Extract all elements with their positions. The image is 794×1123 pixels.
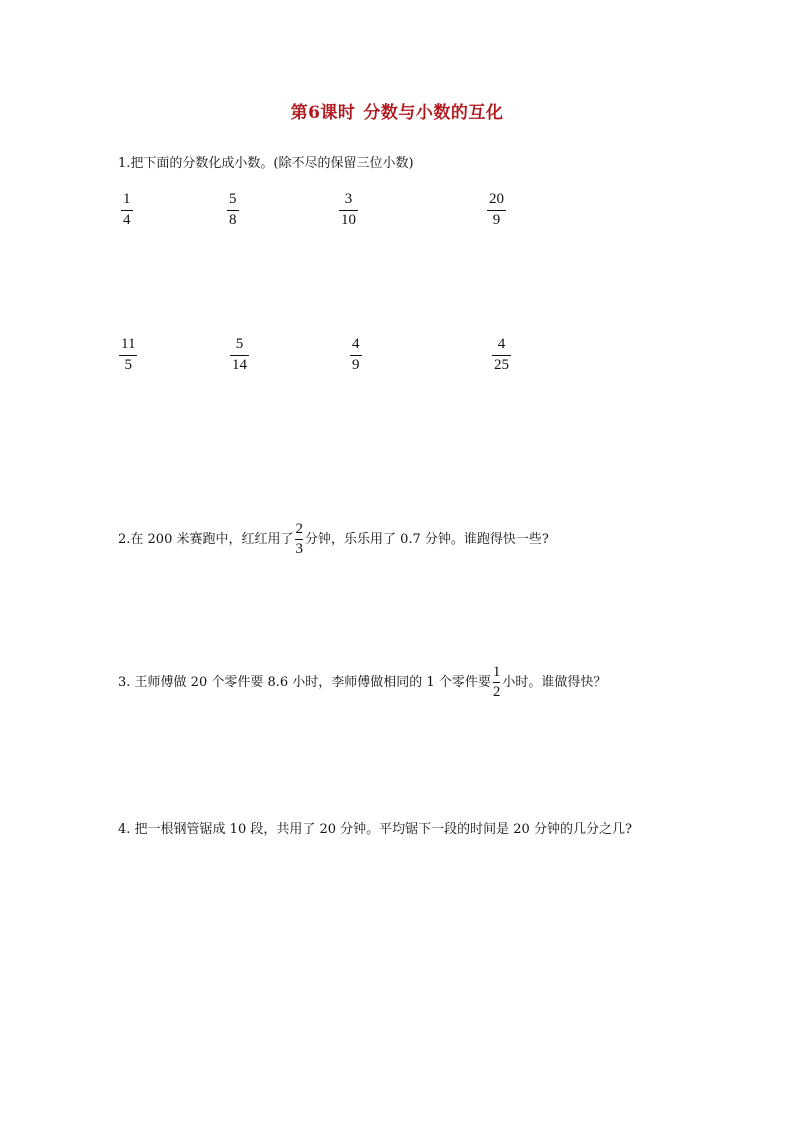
fraction-1-1 bbox=[121, 191, 133, 229]
worksheet-title bbox=[0, 98, 794, 123]
fraction-bar bbox=[230, 355, 249, 356]
numerator: 11 bbox=[121, 336, 136, 352]
fraction-bar bbox=[350, 355, 362, 356]
fraction-bar bbox=[295, 539, 303, 540]
question-2-text bbox=[118, 522, 549, 557]
fraction-bar bbox=[493, 682, 501, 683]
numerator: 5 bbox=[235, 336, 244, 352]
numerator: 20 bbox=[489, 191, 504, 207]
denominator: 8 bbox=[229, 212, 237, 228]
numerator: 4 bbox=[352, 336, 360, 352]
denominator: 9 bbox=[352, 357, 360, 373]
numerator: 5 bbox=[229, 191, 237, 207]
numerator: 4 bbox=[497, 336, 506, 352]
question-3-text bbox=[118, 665, 606, 700]
question-1-text: 1.把下面的分数化成小数。(除不尽的保留三位小数) bbox=[118, 156, 414, 171]
fraction-bar bbox=[487, 210, 506, 211]
fraction-1-4 bbox=[487, 191, 506, 229]
numerator: 1 bbox=[492, 664, 501, 680]
numerator: 2 bbox=[295, 521, 303, 537]
denominator: 14 bbox=[232, 357, 247, 373]
denominator: 4 bbox=[123, 212, 131, 228]
question-4-text: 4. 把一根钢管锯成 10 段，共用了 20 分钟。平均锯下一段的时间是 20 分钟的几分之几? bbox=[118, 822, 632, 837]
fraction-1-2 bbox=[227, 191, 239, 229]
fraction-2-4 bbox=[492, 336, 511, 374]
question-2-after: 分钟，乐乐用了 0.7 分钟。谁跑得快一些? bbox=[304, 532, 549, 547]
fraction-2-2 bbox=[230, 336, 249, 374]
lesson-topic: 分数与小数的互化 bbox=[363, 103, 504, 123]
question-2-fraction bbox=[295, 522, 303, 557]
fraction-bar bbox=[339, 210, 358, 211]
question-3-after: 小时。谁做得快？ bbox=[502, 675, 607, 690]
fraction-bar bbox=[492, 355, 511, 356]
fraction-2-3 bbox=[350, 336, 362, 374]
lesson-number: 第6课时 bbox=[290, 103, 356, 123]
question-3-before: 3. 王师傅做 20 个零件要 8.6 小时，李师傅做相同的 1 个零件要 bbox=[118, 675, 491, 690]
numerator: 1 bbox=[123, 191, 131, 207]
denominator: 2 bbox=[492, 684, 501, 700]
denominator: 3 bbox=[295, 541, 303, 557]
denominator: 9 bbox=[492, 212, 501, 228]
denominator: 25 bbox=[494, 357, 509, 373]
fraction-bar bbox=[121, 210, 133, 211]
question-3-fraction bbox=[493, 665, 501, 700]
fraction-1-3 bbox=[339, 191, 358, 229]
numerator: 3 bbox=[344, 191, 353, 207]
fraction-2-1 bbox=[119, 336, 137, 374]
denominator: 5 bbox=[124, 357, 132, 373]
denominator: 10 bbox=[341, 212, 356, 228]
question-2-before: 2.在 200 米赛跑中，红红用了 bbox=[118, 532, 294, 547]
fraction-bar bbox=[119, 355, 137, 356]
fraction-bar bbox=[227, 210, 239, 211]
